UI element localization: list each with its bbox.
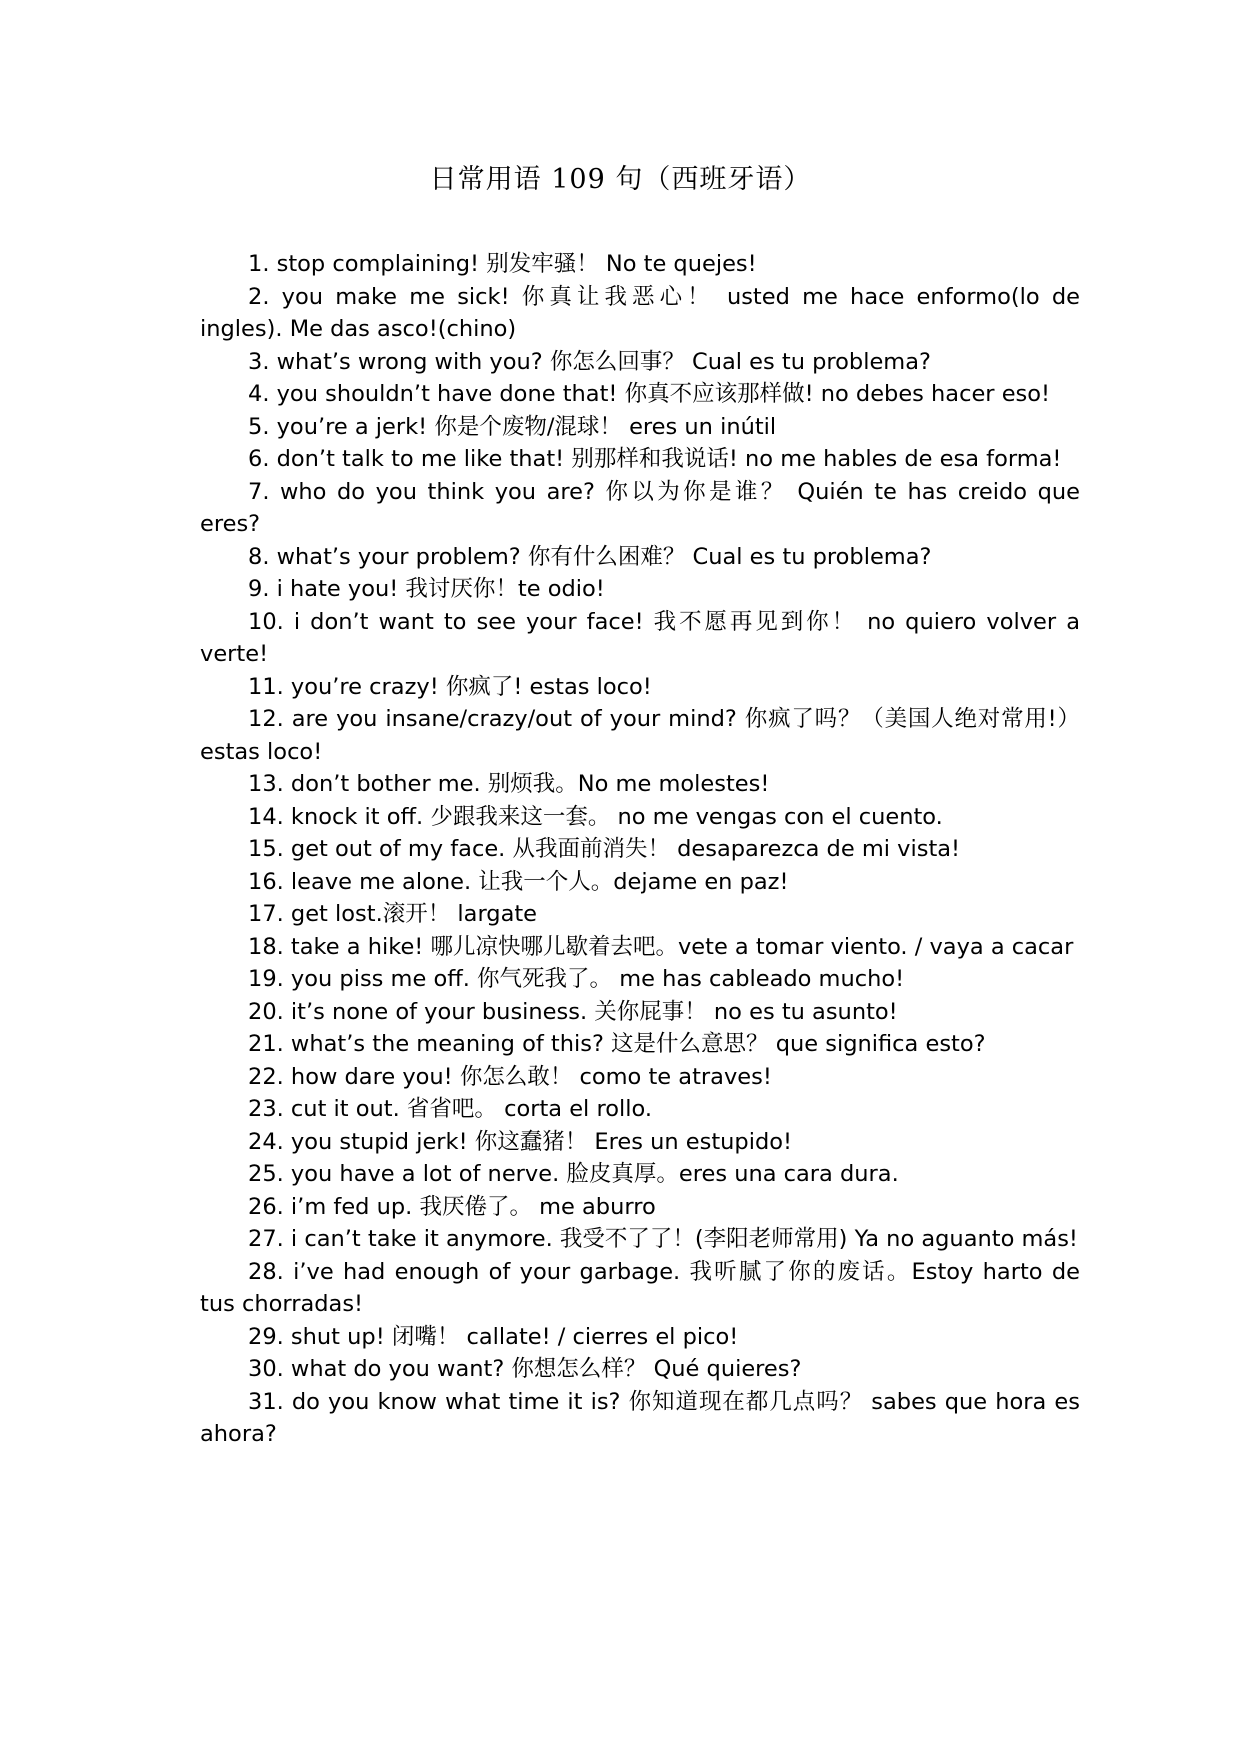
phrase-entry: 23. cut it out. 省省吧。 corta el rollo. [248,1096,653,1122]
phrase-entry: 24. you stupid jerk! 你这蠢猪！ Eres un estupido! [248,1128,793,1155]
phrase-entry: 25. you have a lot of nerve. 脸皮真厚。eres una cara dura. [248,1161,899,1187]
phrase-entry: 29. shut up! 闭嘴！ callate! / cierres el pico! [248,1323,739,1350]
phrase-entry: 13. don’t bother me. 别烦我。No me molestes! [248,771,770,797]
phrase-entry: 8. what’s your problem? 你有什么困难？ Cual es tu problema? [248,543,932,570]
phrase-entry: 1. stop complaining! 别发牢骚！ No te quejes! [248,251,757,277]
phrase-entry: 22. how dare you! 你怎么敢！ como te atraves! [248,1063,772,1090]
phrase-entry: 31. do you know what time it is? 你知道现在都几点吗？ sabes que hora es ahora? [200,1388,1080,1447]
phrase-entry: 26. i’m fed up. 我厌倦了。 me aburro [248,1193,656,1220]
phrase-entry: 17. get lost.滚开！ largate [248,901,538,927]
phrase-entry: 9. i hate you! 我讨厌你！te odio! [248,576,605,602]
phrase-entry: 18. take a hike! 哪儿凉快哪儿歇着去吧。vete a tomar viento. / vaya a cacar [248,933,1074,960]
phrase-entry: 14. knock it off. 少跟我来这一套。 no me vengas con el cuento. [248,803,943,830]
phrase-entry: 10. i don’t want to see your face! 我不愿再见到你！ no quiero volver a verte! [200,608,1080,667]
phrase-entry: 15. get out of my face. 从我面前消失！ desaparezca de mi vista! [248,836,961,862]
phrase-entry: 3. what’s wrong with you? 你怎么回事？ Cual es tu problema? [248,348,931,375]
phrase-entry: 28. i’ve had enough of your garbage. 我听腻了你的废话。Estoy harto de tus chorradas! [200,1258,1080,1317]
phrase-entry: 21. what’s the meaning of this? 这是什么意思？ que significa esto? [248,1031,986,1057]
phrase-entry: 7. who do you think you are? 你以为你是谁？ Quién te has creido que eres? [200,478,1080,537]
document-title: 日常用语 109 句（西班牙语） [429,164,812,195]
phrase-entry: 16. leave me alone. 让我一个人。dejame en paz! [248,868,789,895]
phrase-entry: 12. are you insane/crazy/out of your mind? 你疯了吗？（美国人绝对常用!）estas loco! [200,706,1080,765]
phrase-entry: 30. what do you want? 你想怎么样？ Qué quieres? [248,1356,802,1382]
phrase-entry: 4. you shouldn’t have done that! 你真不应该那样做! no debes hacer eso! [248,381,1051,407]
phrase-entry: 6. don’t talk to me like that! 别那样和我说话! no me hables de esa forma! [248,446,1062,472]
phrase-entry: 5. you’re a jerk! 你是个废物/混球！ eres un inútil [248,413,777,440]
phrase-entry: 27. i can’t take it anymore. 我受不了了！(李阳老师常用) Ya no aguanto más! [248,1226,1078,1252]
phrase-entry: 19. you piss me off. 你气死我了。 me has cableado mucho! [248,966,905,992]
phrase-entry: 11. you’re crazy! 你疯了! estas loco! [248,673,652,700]
phrase-list [200,248,1080,1451]
phrase-entry: 20. it’s none of your business. 关你屁事！ no es tu asunto! [248,998,898,1025]
phrase-entry: 2. you make me sick! 你真让我恶心！ usted me hace enformo(lo de ingles). Me das asco!(chino) [200,283,1080,342]
